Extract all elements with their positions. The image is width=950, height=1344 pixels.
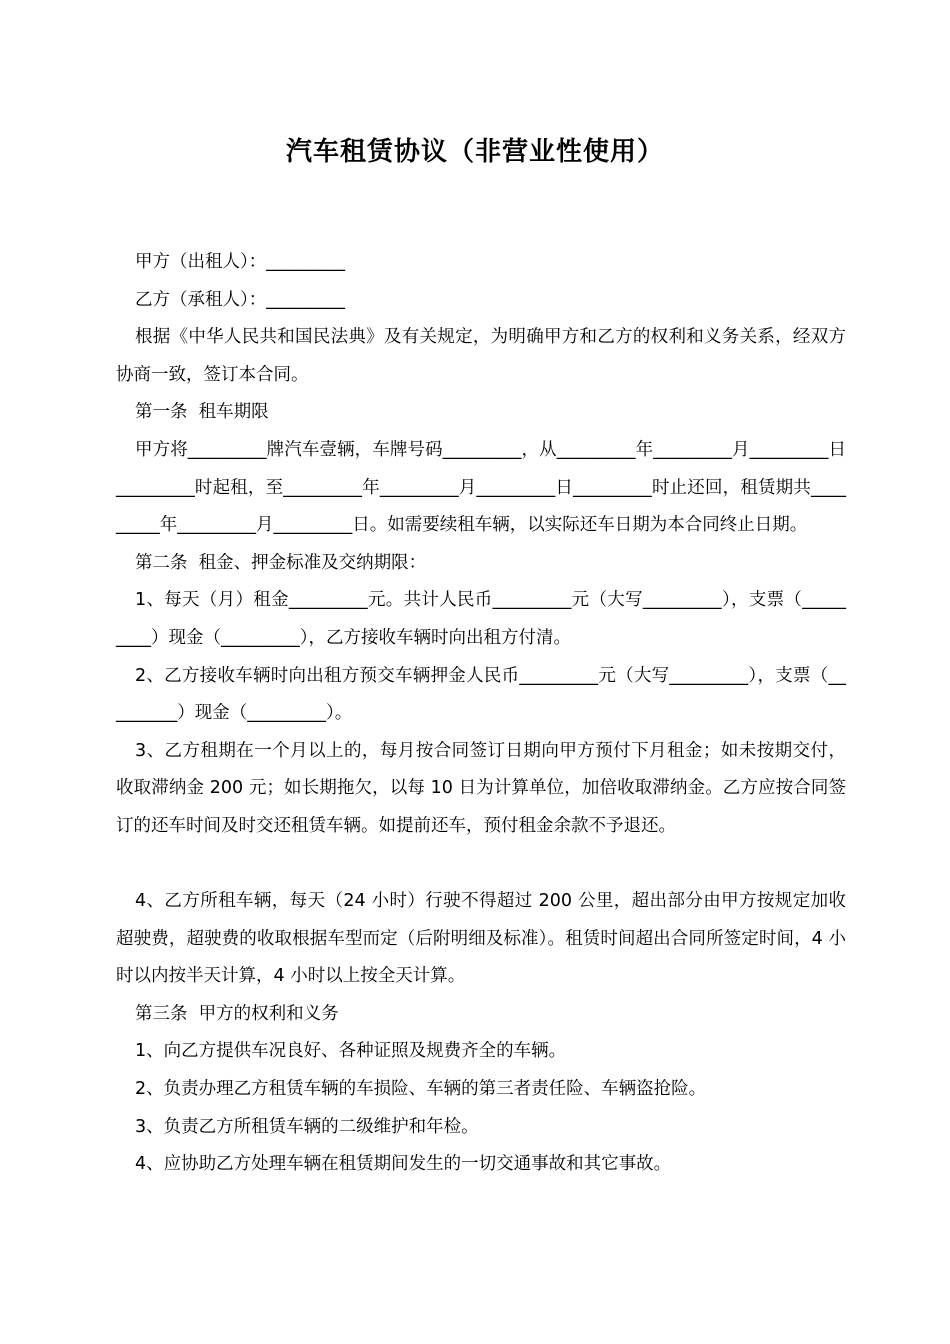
article-2-item-3: 3、乙方租期在一个月以上的，每月按合同签订日期向甲方预付下月租金；如未按期交付，收取滞纳金 200 元；如长期拖欠，以每 10 日为计算单位，加倍收取滞纳金。乙方应按合同签订的还车时间及时交还租赁车辆。如提前还车，预付租金余款不予退还。 xyxy=(116,740,846,836)
article-1-heading: 第一条 租车期限 xyxy=(135,402,269,423)
article-2-item-2: 2、乙方接收车辆时向出租方预交车辆押金人民币_________元（大写_________），支票（_________）现金（_________）。 xyxy=(116,665,846,724)
paragraph-spacer xyxy=(116,846,846,884)
article-3-item-2: 2、负责办理乙方租赁车辆的车损险、车辆的第三者责任险、车辆盗抢险。 xyxy=(135,1079,707,1100)
preamble-paragraph: 根据《中华人民共和国民法典》及有关规定，为明确甲方和乙方的权利和义务关系，经双方协商一致，签订本合同。 xyxy=(116,327,846,385)
article-1-text: 甲方将_________牌汽车壹辆，车牌号码_________，从_________年_________月_________日_________时起租，至_________年_________月_________日_________时止还回，租赁期共_________年_________月_________日。如需要续租车辆，以实际还车日期为本合同终止日期。 xyxy=(116,439,846,536)
document-title: 汽车租赁协议（非营业性使用） xyxy=(285,137,664,167)
party-b-line: 乙方（承租人）：_________ xyxy=(135,289,345,310)
party-a-line: 甲方（出租人）：_________ xyxy=(135,252,345,272)
article-2-heading: 第二条 租金、押金标准及交纳期限： xyxy=(135,552,427,573)
article-3-item-4: 4、应协助乙方处理车辆在租赁期间发生的一切交通事故和其它事故。 xyxy=(135,1154,672,1175)
article-2-item-1: 1、每天（月）租金_________元。共计人民币_________元（大写_________），支票（_________）现金（_________），乙方接收车辆时向出租方付清。 xyxy=(116,590,846,648)
article-3-heading: 第三条 甲方的权利和义务 xyxy=(135,1003,339,1024)
article-3-item-1: 1、向乙方提供车况良好、各种证照及规费齐全的车辆。 xyxy=(135,1041,567,1062)
document-body xyxy=(116,244,846,1184)
article-2-item-4: 4、乙方所租车辆，每天（24 小时）行驶不得超过 200 公里，超出部分由甲方按规定加收超驶费，超驶费的收取根据车型而定（后附明细及标准）。租赁时间超出合同所签定时间，4 小时以内按半天计算，4 小时以上按全天计算。 xyxy=(116,891,846,987)
article-3-item-3: 3、负责乙方所租赁车辆的二级维护和年检。 xyxy=(135,1116,479,1137)
